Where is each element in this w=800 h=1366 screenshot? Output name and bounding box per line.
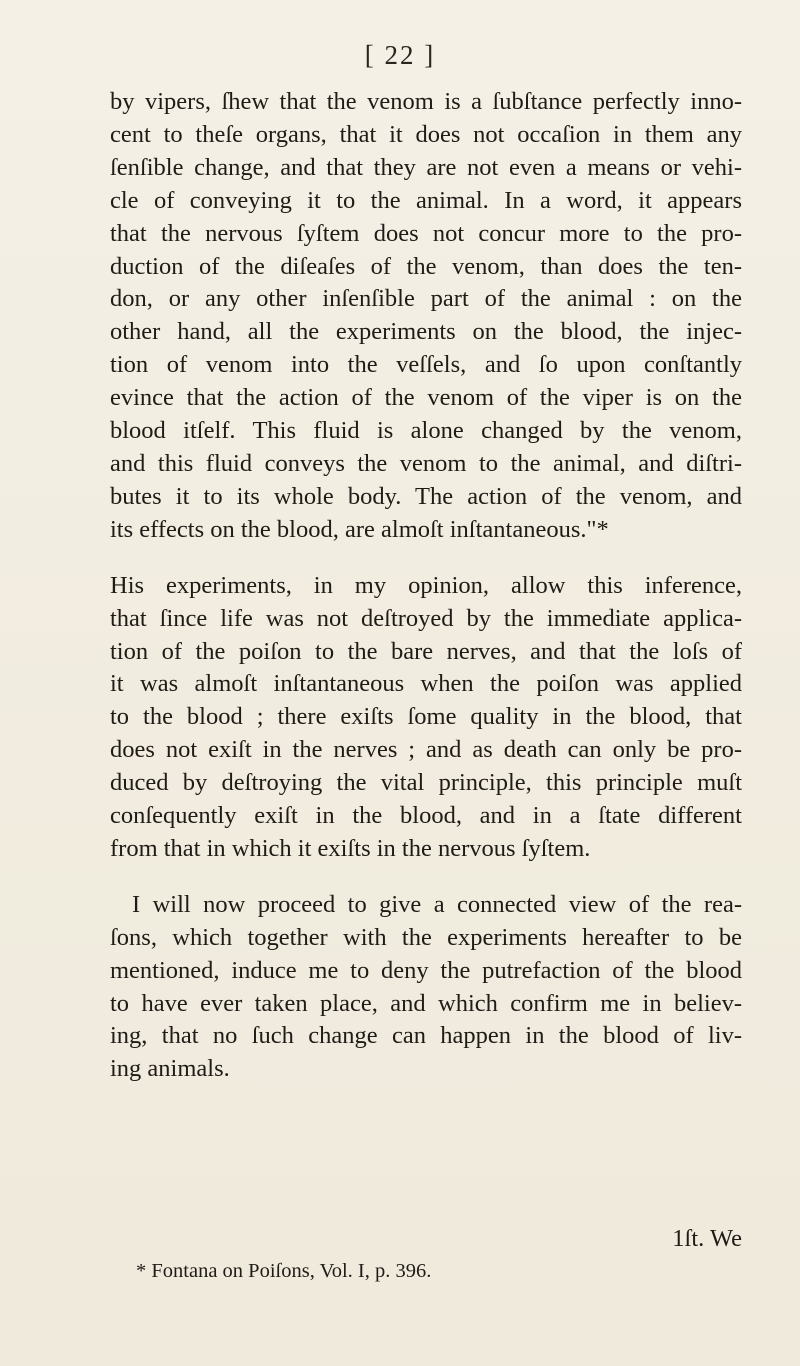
text-line: ſons, which together with the experiments hereafter to be [110,923,742,951]
footnote: * Fontana on Poiſons, Vol. I, p. 396. [136,1260,432,1282]
text-line: His experiments, in my opinion, allow this inference, [110,571,742,599]
text-line: tion of venom into the veſſels, and ſo upon conſtantly [110,351,742,379]
paragraph-1 [110,86,742,547]
text-line: by vipers, ſhew that the venom is a ſubſtance perfectly inno- [110,88,742,115]
body-text [110,86,742,1086]
paragraph-3 [110,889,742,1086]
catchword: 1ſt. We [672,1225,742,1252]
page-number: [ 22 ] [364,40,436,70]
text-line: duced by deſtroying the vital principle, this principle muſt [110,769,742,797]
text-line: tion of the poiſon to the bare nerves, and that the loſs of [110,637,742,665]
text-line: its effects on the blood, are almoſt inſtantaneous."* [110,515,609,543]
text-line: blood itſelf. This fluid is alone changed by the venom, [110,417,742,445]
text-line: mentioned, induce me to deny the putrefaction of the blood [110,956,742,984]
text-line: duction of the diſeaſes of the venom, than does the ten- [110,252,742,280]
text-line: does not exiſt in the nerves ; and as death can only be pro- [110,736,742,764]
text-line: that ſince life was not deſtroyed by the immediate applica- [110,604,742,632]
text-line: it was almoſt inſtantaneous when the poiſon was applied [110,670,742,698]
text-line: from that in which it exiſts in the nervous ſyſtem. [110,834,591,862]
text-line: ing animals. [110,1055,230,1083]
text-line: to have ever taken place, and which confirm me in believ- [110,989,742,1017]
paragraph-2 [110,570,742,866]
text-line: cle of conveying it to the animal. In a word, it appears [110,186,742,214]
text-line: other hand, all the experiments on the blood, the injec- [110,318,742,346]
text-line: to the blood ; there exiſts ſome quality in the blood, that [110,703,742,731]
text-line: and this fluid conveys the venom to the animal, and diſtri- [110,449,742,477]
text-line: conſequently exiſt in the blood, and in a ſtate different [110,802,742,830]
text-line: I will now proceed to give a connected view of the rea- [132,890,742,918]
text-line: ing, that no ſuch change can happen in the blood of liv- [110,1022,742,1050]
text-line: don, or any other inſenſible part of the animal : on the [110,285,742,313]
text-line: that the nervous ſyſtem does not concur more to the pro- [110,219,742,247]
text-line: evince that the action of the venom of the viper is on the [110,384,742,412]
text-line: cent to theſe organs, that it does not occaſion in them any [110,120,742,148]
text-line: butes it to its whole body. The action of the venom, and [110,482,742,510]
text-line: ſenſible change, and that they are not even a means or vehi- [110,153,742,181]
